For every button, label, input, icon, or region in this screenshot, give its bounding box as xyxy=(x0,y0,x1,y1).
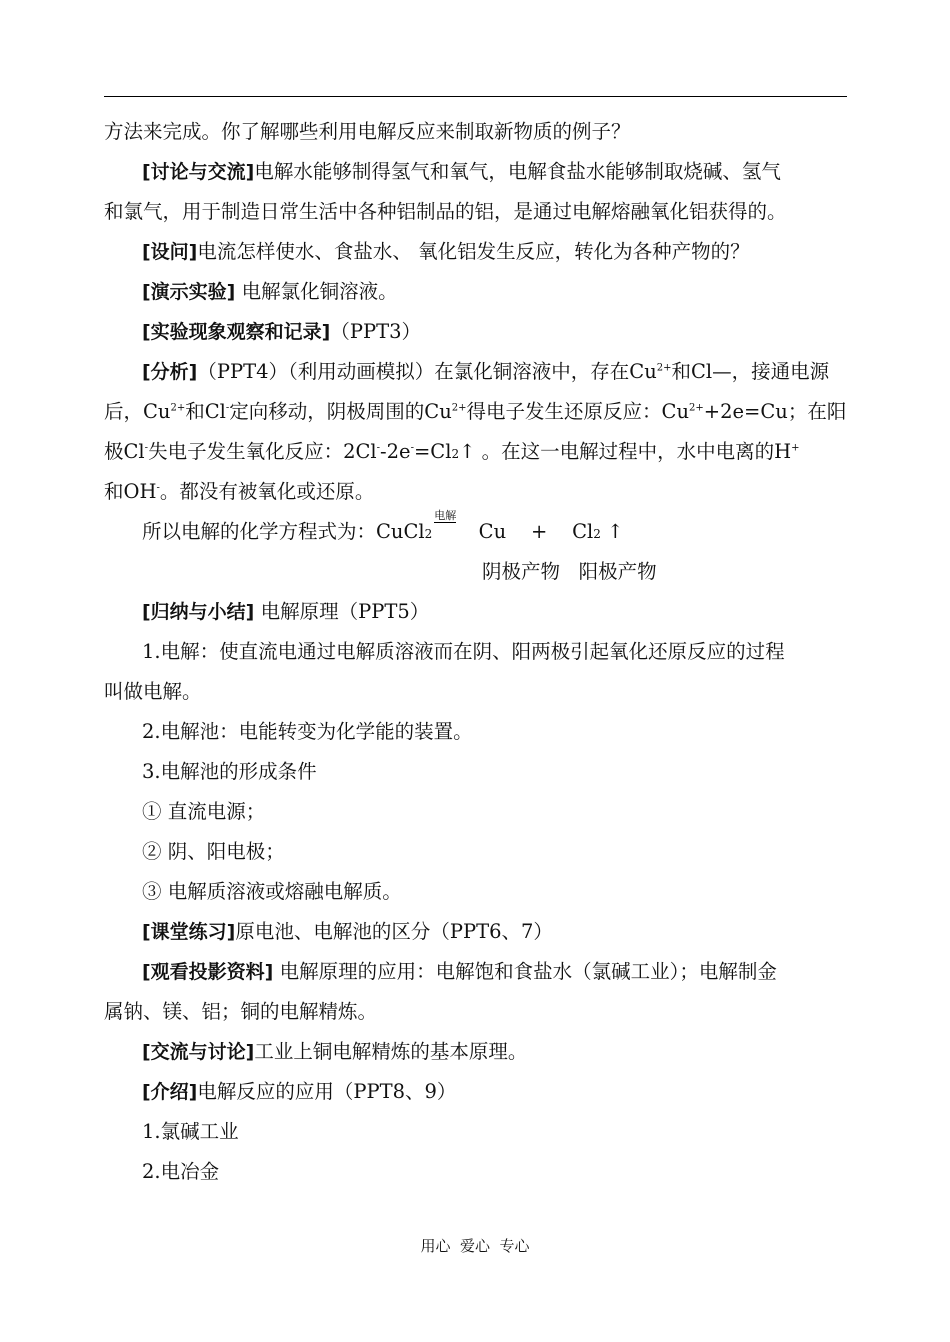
list-item: 2.电解池：电能转变为化学能的装置。 xyxy=(142,720,473,743)
text: 失电子发生氧化反应：2Cl xyxy=(148,440,377,463)
paragraph-line xyxy=(104,392,850,432)
list-item: 1.电解：使直流电通过电解质溶液而在阴、阳两极引起氧化还原反应的过程 xyxy=(142,640,785,663)
text: Cu + Cl xyxy=(466,520,594,543)
list-item: ① 直流电源； xyxy=(142,800,266,823)
text: 所以电解的化学方程式为：CuCl xyxy=(142,520,425,543)
text: 方法来完成。你了解哪些利用电解反应来制取新物质的例子？ xyxy=(104,120,631,143)
section-tag: [讨论与交流] xyxy=(142,161,255,183)
superscript: - xyxy=(225,402,230,414)
analysis-line xyxy=(104,352,850,392)
question-line xyxy=(104,232,850,272)
text: 和Cl—，接通电源 xyxy=(671,360,830,383)
superscript: - xyxy=(144,442,149,454)
header-rule xyxy=(104,96,847,97)
paragraph-line xyxy=(104,432,850,472)
text: 。都没有被氧化或还原。 xyxy=(159,480,375,503)
section-tag: [实验现象观察和记录] xyxy=(142,321,331,343)
page-footer: 用心 爱心 专心 xyxy=(420,1237,530,1255)
superscript: - xyxy=(156,482,160,494)
text: 和Cl xyxy=(185,400,226,423)
list-item: 3.电解池的形成条件 xyxy=(142,760,317,783)
observation-line xyxy=(104,312,850,352)
practice-line xyxy=(104,912,850,952)
subscript: 2 xyxy=(424,527,433,541)
text: 电解原理的应用：电解饱和食盐水（氯碱工业）；电解制金 xyxy=(273,960,777,983)
section-tag: [交流与讨论] xyxy=(142,1041,255,1063)
list-item: 2.电冶金 xyxy=(142,1160,220,1183)
paragraph-line: 叫做电解。 xyxy=(104,680,202,703)
text: 和氯气，用于制造日常生活中各种铝制品的铝，是通过电解熔融氧化铝获得的。 xyxy=(104,200,787,223)
text: +2e=Cu；在阳 xyxy=(703,400,847,423)
document-body xyxy=(104,112,850,1192)
text: 电解反应的应用（PPT8、9） xyxy=(197,1080,457,1103)
superscript: - xyxy=(410,442,414,454)
subscript: 2 xyxy=(451,447,460,461)
paragraph-line: 属钠、镁、铝；铜的电解精炼。 xyxy=(104,1000,378,1023)
text: 电解氯化铜溶液。 xyxy=(235,280,398,303)
superscript: 2+ xyxy=(451,402,467,414)
text: 电解原理（PPT5） xyxy=(254,600,430,623)
text: 得电子发生还原反应：Cu xyxy=(466,400,690,423)
section-tag: [观看投影资料] xyxy=(142,961,274,983)
list-item: ② 阴、阳电极； xyxy=(142,840,285,863)
text: =Cl xyxy=(413,440,452,463)
discussion-line xyxy=(104,152,850,192)
text: （PPT3） xyxy=(330,320,422,343)
paragraph-line xyxy=(104,472,850,512)
equation-line xyxy=(104,509,850,552)
list-item: ③ 电解质溶液或熔融电解质。 xyxy=(142,880,402,903)
text: 原电池、电解池的区分（PPT6、7） xyxy=(235,920,553,943)
intro-line xyxy=(104,1072,850,1112)
section-tag: [演示实验] xyxy=(142,281,236,303)
superscript: 2+ xyxy=(656,362,672,374)
superscript: 2+ xyxy=(689,402,704,414)
text: -2e xyxy=(380,440,411,463)
text: 极Cl xyxy=(104,440,145,463)
section-tag: [介绍] xyxy=(142,1081,198,1103)
text: 定向移动，阴极周围的Cu xyxy=(229,400,452,423)
section-tag: [归纳与小结] xyxy=(142,601,255,623)
text: （PPT4）（利用动画模拟）在氯化铜溶液中，存在Cu xyxy=(197,360,657,383)
section-tag: [分析] xyxy=(142,361,198,383)
demo-line xyxy=(104,272,850,312)
list-item: 1.氯碱工业 xyxy=(142,1120,239,1143)
section-tag: [课堂练习] xyxy=(142,921,236,943)
subscript: 2 xyxy=(593,527,601,541)
summary-line xyxy=(104,592,850,632)
condition-label: 电解 xyxy=(434,509,457,522)
text: 和OH xyxy=(104,480,157,503)
section-tag: [设问] xyxy=(142,241,198,263)
projection-line xyxy=(104,952,850,992)
paragraph-line xyxy=(104,192,850,232)
superscript: - xyxy=(376,442,381,454)
superscript: + xyxy=(791,442,800,454)
text: ↑ 。在这一电解过程中，水中电离的H xyxy=(459,440,792,463)
text: 电解水能够制得氢气和氧气，电解食盐水能够制取烧碱、氢气 xyxy=(254,160,781,183)
text: 电流怎样使水、食盐水、 氧化铝发生反应，转化为各种产物的？ xyxy=(197,240,750,263)
text: ↑ xyxy=(600,520,624,543)
product-labels: 阴极产物 阳极产物 xyxy=(482,560,657,583)
superscript: 2+ xyxy=(170,402,186,414)
exchange-line xyxy=(104,1032,850,1072)
text: 后，Cu xyxy=(104,400,171,423)
paragraph-line xyxy=(104,112,850,152)
text: 工业上铜电解精炼的基本原理。 xyxy=(254,1040,528,1063)
